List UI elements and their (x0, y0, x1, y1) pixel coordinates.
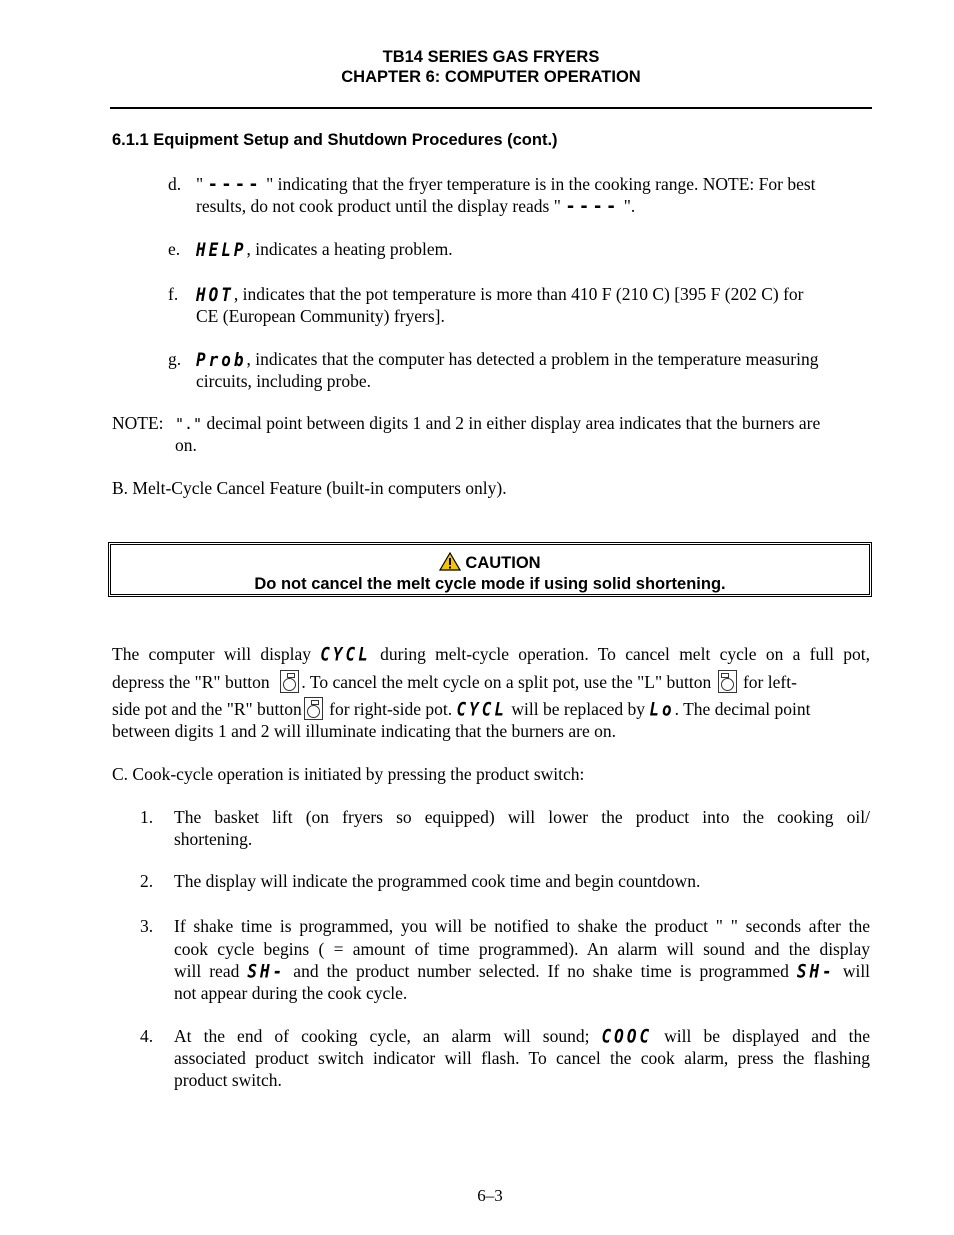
item-c: C. Cook-cycle operation is initiated by pressing the product switch: (112, 764, 585, 784)
step-3-number: 3. (140, 916, 154, 936)
r-button-icon (304, 697, 323, 720)
melt-para-line3: side pot and the "R" button for right-side pot. CYCL will be replaced by Lo. The decimal point (112, 697, 870, 721)
r-button-icon (280, 670, 299, 693)
caution-text: Do not cancel the melt cycle mode if using solid shortening. (254, 575, 726, 593)
melt-para-line1: The computer will display CYCL during melt-cycle operation. To cancel melt cycle on a full pot, (112, 643, 870, 666)
caution-title-row (109, 552, 871, 576)
caution-box (108, 542, 872, 597)
header-title: TB14 SERIES GAS FRYERS (382, 48, 600, 66)
item-g-line1: Prob, indicates that the computer has detected a problem in the temperature measuring (196, 348, 818, 371)
lo-code: Lo (649, 698, 675, 721)
step-3-line4: not appear during the cook cycle. (174, 983, 408, 1003)
step-2-line1: The display will indicate the programmed cook time and begin countdown. (174, 871, 701, 891)
header-chapter: CHAPTER 6: COMPUTER OPERATION (341, 68, 641, 86)
item-d-line1: " ---- " indicating that the fryer temperature is in the cooking range. NOTE: For best (196, 174, 816, 195)
item-g-line2: circuits, including probe. (196, 371, 371, 391)
help-code: HELP (196, 238, 247, 261)
item-d-line2: results, do not cook product until the display reads " ---- ". (196, 196, 636, 217)
item-g-label: g. (168, 349, 182, 369)
item-b: B. Melt-Cycle Cancel Feature (built-in computers only). (112, 478, 507, 498)
step-4-line2: associated product switch indicator will flash. To cancel the cook alarm, press the flashing (174, 1048, 870, 1068)
note-label: NOTE: (112, 413, 164, 433)
cycl-code: CYCL (320, 643, 371, 666)
step-1-line1: The basket lift (on fryers so equipped) will lower the product into the cooking oil/ (174, 807, 870, 827)
l-button-icon (718, 670, 737, 693)
step-1-number: 1. (140, 807, 154, 827)
step-4-number: 4. (140, 1026, 154, 1046)
item-e-line1: HELP, indicates a heating problem. (196, 238, 453, 261)
note-line2: on. (175, 435, 197, 455)
step-4-line1: At the end of cooking cycle, an alarm will sound; COOC will be displayed and the (174, 1025, 870, 1048)
header-rule (110, 107, 872, 109)
sh-code: SH- (247, 960, 286, 983)
melt-para-line2: depress the "R" button . To cancel the melt cycle on a split pot, use the "L" button for left- (112, 672, 797, 692)
item-e-label: e. (168, 239, 181, 259)
note-line1: "." decimal point between digits 1 and 2 in either display area indicates that the burners are (175, 413, 821, 433)
step-3-line1: If shake time is programmed, you will be notified to shake the product " " seconds after the (174, 916, 870, 936)
sh-code: SH- (796, 960, 835, 983)
step-3-line2: cook cycle begins ( = amount of time programmed). An alarm will sound and the display (174, 939, 870, 959)
melt-para-line4: between digits 1 and 2 will illuminate indicating that the burners are on. (112, 721, 616, 741)
step-4-line3: product switch. (174, 1070, 282, 1090)
cycl-code: CYCL (456, 698, 508, 721)
item-d-label: d. (168, 174, 182, 194)
prob-code: Prob (196, 348, 247, 371)
warning-triangle-icon (439, 552, 461, 576)
item-f-line2: CE (European Community) fryers]. (196, 306, 445, 326)
caution-title: CAUTION (465, 554, 541, 572)
item-f-line1: HOT, indicates that the pot temperature is more than 410 F (210 C) [395 F (202 C) for (196, 283, 804, 306)
page-number: 6–3 (477, 1186, 503, 1205)
dashes-code: ---- (565, 197, 620, 217)
dashes-code: ---- (207, 175, 262, 195)
item-f-label: f. (168, 284, 179, 304)
step-2-number: 2. (140, 871, 154, 891)
decimal-code: "." (175, 415, 203, 433)
section-title: 6.1.1 Equipment Setup and Shutdown Procedures (cont.) (112, 131, 558, 149)
step-3-line3: will read SH- and the product number selected. If no shake time is programmed SH- will (174, 960, 870, 983)
hot-code: HOT (196, 283, 234, 306)
cook-code: COOC (601, 1025, 653, 1048)
step-1-line2: shortening. (174, 829, 253, 849)
